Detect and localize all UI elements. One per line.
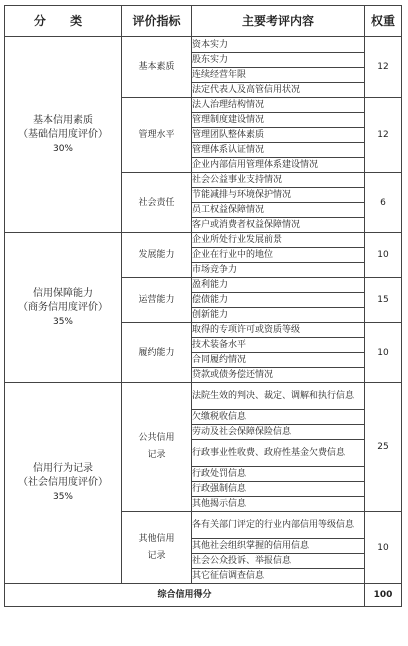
header-content: 主要考评内容	[192, 6, 365, 37]
weight-cell: 10	[365, 512, 402, 584]
content-cell: 客户或消费者权益保障情况	[192, 218, 365, 233]
content-cell: 社会公益事业支持情况	[192, 173, 365, 188]
weight-cell: 12	[365, 98, 402, 173]
content-cell: 行政事业性收费、政府性基金欠费信息	[192, 440, 365, 467]
table-row	[5, 37, 402, 53]
content-cell: 欠缴税收信息	[192, 410, 365, 425]
table-row	[5, 233, 402, 248]
content-cell: 连续经营年限	[192, 68, 365, 83]
total-value: 100	[365, 584, 402, 607]
weight-cell: 6	[365, 173, 402, 233]
content-cell: 其他社会组织掌握的信用信息	[192, 539, 365, 554]
header-indicator: 评价指标	[122, 6, 192, 37]
content-cell: 法人治理结构情况	[192, 98, 365, 113]
weight-cell: 15	[365, 278, 402, 323]
content-cell: 技术装备水平	[192, 338, 365, 353]
content-cell: 偿债能力	[192, 293, 365, 308]
table-row	[5, 383, 402, 410]
content-cell: 节能减排与环境保护情况	[192, 188, 365, 203]
category-cell: 基本信用素质 （基础信用度评价） 30%	[5, 37, 122, 233]
weight-cell: 10	[365, 233, 402, 278]
weight-cell: 10	[365, 323, 402, 383]
content-cell: 创新能力	[192, 308, 365, 323]
indicator-cell: 其他信用 记录	[122, 512, 192, 584]
indicator-cell: 公共信用 记录	[122, 383, 192, 512]
content-cell: 其它征信调查信息	[192, 569, 365, 584]
content-cell: 贷款或债务偿还情况	[192, 368, 365, 383]
table-header-row	[5, 6, 402, 37]
content-cell: 员工权益保障情况	[192, 203, 365, 218]
content-cell: 资本实力	[192, 37, 365, 53]
content-cell: 劳动及社会保障保险信息	[192, 425, 365, 440]
content-cell: 盈利能力	[192, 278, 365, 293]
content-cell: 其他揭示信息	[192, 497, 365, 512]
content-cell: 管理团队整体素质	[192, 128, 365, 143]
total-row	[5, 584, 402, 607]
content-cell: 管理制度建设情况	[192, 113, 365, 128]
content-cell: 各有关部门评定的行业内部信用等级信息	[192, 512, 365, 539]
indicator-cell: 运营能力	[122, 278, 192, 323]
content-cell: 股东实力	[192, 53, 365, 68]
content-cell: 企业所处行业发展前景	[192, 233, 365, 248]
indicator-cell: 管理水平	[122, 98, 192, 173]
header-category: 分 类	[5, 6, 122, 37]
content-cell: 取得的专项许可或资质等级	[192, 323, 365, 338]
content-cell: 企业在行业中的地位	[192, 248, 365, 263]
category-cell: 信用保障能力 （商务信用度评价） 35%	[5, 233, 122, 383]
category-cell: 信用行为记录 （社会信用度评价） 35%	[5, 383, 122, 584]
credit-evaluation-table	[4, 5, 402, 607]
header-weight: 权重	[365, 6, 402, 37]
weight-cell: 12	[365, 37, 402, 98]
content-cell: 合同履约情况	[192, 353, 365, 368]
total-label: 综合信用得分	[5, 584, 365, 607]
weight-cell: 25	[365, 383, 402, 512]
indicator-cell: 履约能力	[122, 323, 192, 383]
indicator-cell: 社会责任	[122, 173, 192, 233]
content-cell: 管理体系认证情况	[192, 143, 365, 158]
content-cell: 行政处罚信息	[192, 467, 365, 482]
content-cell: 市场竞争力	[192, 263, 365, 278]
content-cell: 法定代表人及高管信用状况	[192, 83, 365, 98]
content-cell: 社会公众投诉、举报信息	[192, 554, 365, 569]
credit-table-wrapper	[4, 5, 402, 607]
indicator-cell: 基本素质	[122, 37, 192, 98]
content-cell: 行政强制信息	[192, 482, 365, 497]
content-cell: 法院生效的判决、裁定、调解和执行信息	[192, 383, 365, 410]
indicator-cell: 发展能力	[122, 233, 192, 278]
content-cell: 企业内部信用管理体系建设情况	[192, 158, 365, 173]
